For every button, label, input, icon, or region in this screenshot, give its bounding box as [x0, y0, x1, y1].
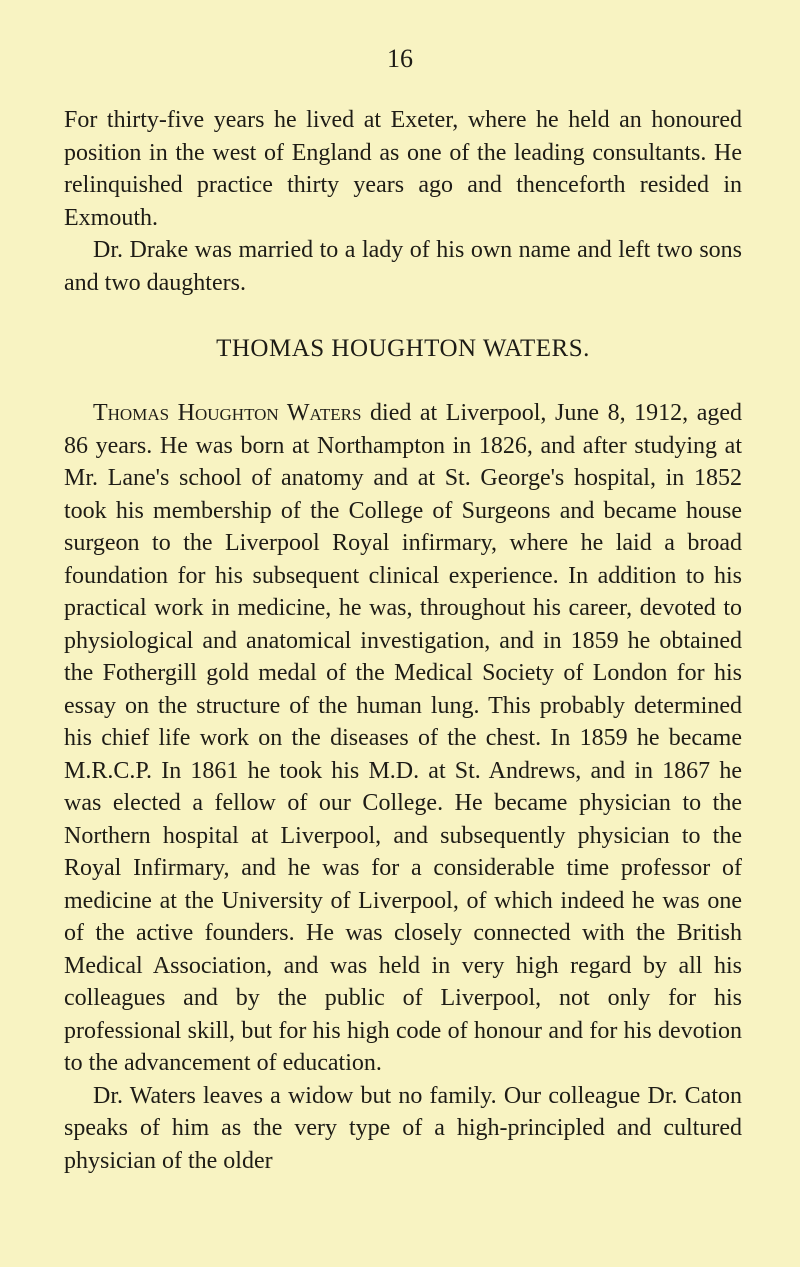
- body-text: [64, 104, 742, 1177]
- paragraph-drake-family: Dr. Drake was married to a lady of his own name and left two sons and two daughters.: [64, 237, 742, 296]
- paragraph-waters-family: Dr. Waters leaves a widow but no family. Our colleague Dr. Caton speaks of him as the very type of a high-principled and cultured physician of the older: [64, 1082, 742, 1174]
- paragraph-waters-text: died at Liverpool, June 8, 1912, aged 86 years. He was born at Northampton in 1826, and after studying at Mr. Lane's school of anatomy and at St. George's hospital, in 1852 took his membership of the College of Surgeons and became house surgeon to the Liverpool Royal infirmary, where he laid a broad foundation for his subsequent clinical experience. In addition to his practical work in medicine, he was, throughout his career, devoted to physiological and anatomical investigation, and in 1859 he obtained the Fothergill gold medal of the Medical Society of London for his essay on the structure of the human lung. This probably determined his chief life work on the diseases of the chest. In 1859 he became M.R.C.P. In 1861 he took his M.D. at St. Andrews, and in 1867 he was elected a fellow of our College. He became physician to the Northern hospital at Liverpool, and subsequently physician to the Royal Infirmary, and he was for a considerable time professor of medicine at the University of Liverpool, of which indeed he was one of the active founders. He was closely connected with the British Medical Association, and was held in very high regard by all his colleagues and by the public of Liverpool, not only for his professional skill, but for his high code of honour and for his devotion to the advancement of education.: [64, 400, 743, 1076]
- subject-name-lead: Thomas Houghton Waters: [93, 400, 362, 426]
- paragraph-exeter: For thirty-five years he lived at Exeter, where he held an honoured position in the west of England as one of the leading consultants. He relinquished practice thirty years ago and thenceforth resided in Exmouth.: [64, 107, 742, 231]
- paragraph-waters-biography: [64, 397, 742, 1080]
- obituary-heading: THOMAS HOUGHTON WATERS.: [216, 335, 590, 362]
- page-number: 16: [387, 44, 413, 73]
